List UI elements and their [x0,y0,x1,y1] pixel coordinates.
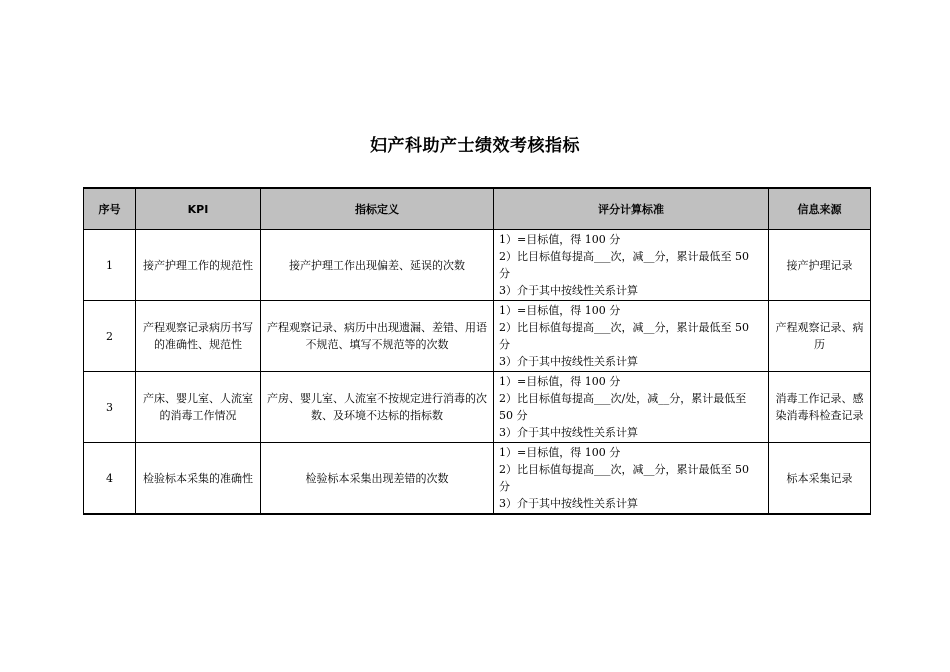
header-definition: 指标定义 [261,188,494,230]
cell-source: 标本采集记录 [769,443,871,515]
table-row [84,230,871,301]
cell-no: 3 [84,372,136,443]
criteria-line: 2）比目标值每提高___次，减__分，累计最低至 50 分 [499,250,749,280]
criteria-line: 1）=目标值，得 100 分 [499,446,621,459]
cell-source: 消毒工作记录、感染消毒科检查记录 [769,372,871,443]
header-criteria: 评分计算标准 [494,188,769,230]
header-kpi: KPI [136,188,261,230]
cell-kpi: 产程观察记录病历书写的准确性、规范性 [136,301,261,372]
header-source: 信息来源 [769,188,871,230]
cell-no: 2 [84,301,136,372]
table-row [84,301,871,372]
criteria-line: 3）介于其中按线性关系计算 [499,426,638,439]
kpi-table [83,187,871,515]
criteria-line: 2）比目标值每提高___次，减__分，累计最低至 50 分 [499,463,749,493]
cell-kpi: 检验标本采集的准确性 [136,443,261,515]
cell-kpi: 接产护理工作的规范性 [136,230,261,301]
criteria-line: 3）介于其中按线性关系计算 [499,497,638,510]
cell-definition: 接产护理工作出现偏差、延误的次数 [261,230,494,301]
criteria-line: 2）比目标值每提高___次，减__分，累计最低至 50 分 [499,321,749,351]
criteria-line: 1）=目标值，得 100 分 [499,233,621,246]
cell-criteria [494,230,769,301]
cell-criteria [494,372,769,443]
table-header-row [84,188,871,230]
table-row [84,372,871,443]
criteria-line: 3）介于其中按线性关系计算 [499,284,638,297]
criteria-line: 1）=目标值，得 100 分 [499,304,621,317]
cell-definition: 产程观察记录、病历中出现遗漏、差错、用语不规范、填写不规范等的次数 [261,301,494,372]
criteria-line: 1）=目标值，得 100 分 [499,375,621,388]
criteria-line: 3）介于其中按线性关系计算 [499,355,638,368]
header-no: 序号 [84,188,136,230]
cell-criteria [494,443,769,515]
cell-source: 产程观察记录、病历 [769,301,871,372]
cell-no: 1 [84,230,136,301]
cell-kpi: 产床、婴儿室、人流室的消毒工作情况 [136,372,261,443]
cell-no: 4 [84,443,136,515]
cell-source: 接产护理记录 [769,230,871,301]
cell-definition: 产房、婴儿室、人流室不按规定进行消毒的次数、及环境不达标的指标数 [261,372,494,443]
cell-definition: 检验标本采集出现差错的次数 [261,443,494,515]
criteria-line: 2）比目标值每提高___次/处，减__分，累计最低至 50 分 [499,392,747,422]
cell-criteria [494,301,769,372]
document-title: 妇产科助产士绩效考核指标 [370,136,580,156]
table-row [84,443,871,515]
